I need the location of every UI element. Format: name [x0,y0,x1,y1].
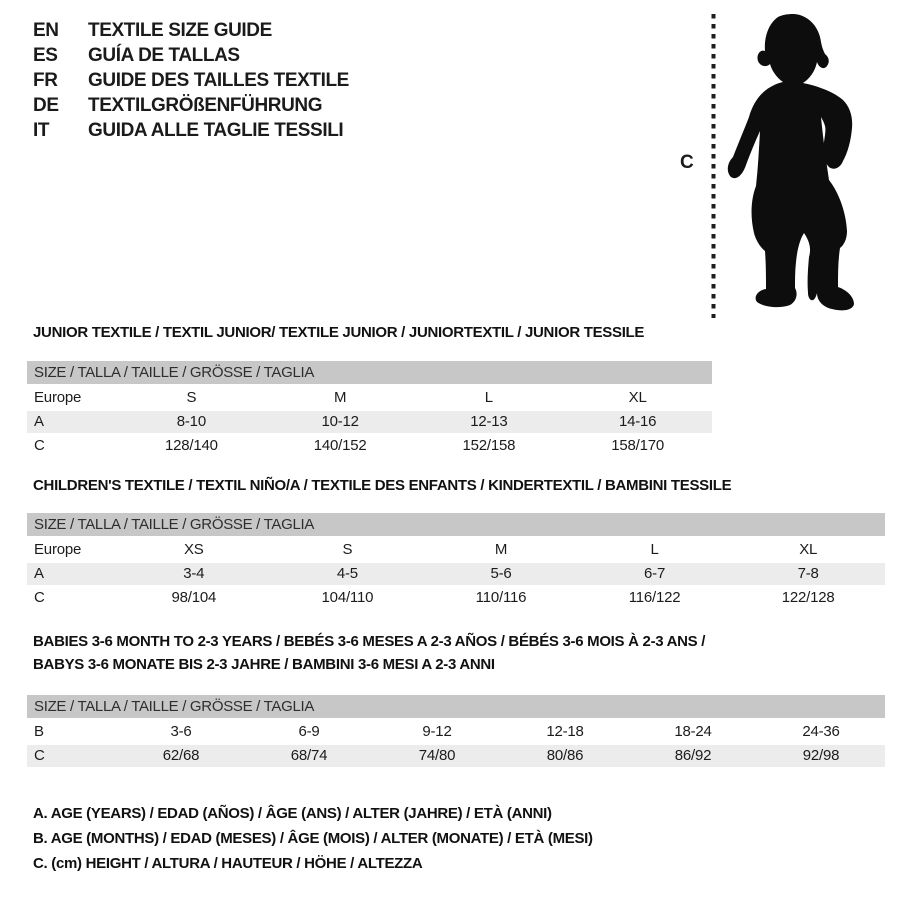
language-code: IT [33,120,50,141]
language-row [33,18,349,43]
size-table-babies [27,695,885,767]
toddler-silhouette [728,14,854,310]
row-label: Europe [34,541,82,558]
table-row-age [27,411,712,433]
table-cell: 9-12 [422,723,452,740]
table-cell: 12-13 [470,413,508,430]
section-title-children: CHILDREN'S TEXTILE / TEXTIL NIÑO/A / TEXTILE DES ENFANTS / KINDERTEXTIL / BAMBINI TESSILE [33,477,732,494]
language-title: GUIDA ALLE TAGLIE TESSILI [88,120,344,141]
table-cell: 4-5 [336,565,358,582]
toddler-silhouette-figure [700,0,900,330]
table-cell: L [650,541,659,558]
language-title: GUIDE DES TAILLES TEXTILE [88,70,349,91]
table-cell: XL [628,389,647,406]
table-row-height [27,745,885,767]
table-cell: 10-12 [321,413,359,430]
table-cell: 116/122 [628,589,681,606]
row-label: A [34,565,44,582]
section-title-babies-line2: BABYS 3-6 MONATE BIS 2-3 JAHRE / BAMBINI 3-6 MESI A 2-3 ANNI [33,656,495,673]
legend [33,801,593,876]
table-cell: 110/116 [475,589,527,606]
table-cell: 104/110 [321,589,374,606]
table-cell: M [333,389,347,406]
section-title-babies [33,630,705,676]
language-title: GUÍA DE TALLAS [88,45,240,66]
table-row-height [27,587,885,609]
table-row-europe [27,539,885,561]
table-cell: XL [799,541,818,558]
table-cell: 3-4 [183,565,205,582]
language-code: FR [33,70,58,91]
table-cell: S [342,541,353,558]
height-label-c: C [680,152,694,173]
table-row-age [27,563,885,585]
table-cell: L [484,389,493,406]
language-code: EN [33,20,59,41]
table-cell: 68/74 [290,747,328,764]
table-cell: M [494,541,508,558]
table-cell: 6-7 [644,565,666,582]
table-row-months [27,721,885,743]
section-title-junior: JUNIOR TEXTILE / TEXTIL JUNIOR/ TEXTILE JUNIOR / JUNIORTEXTIL / JUNIOR TESSILE [33,324,645,341]
row-label: Europe [34,389,82,406]
table-cell: 80/86 [546,747,584,764]
row-label: C [34,437,45,454]
language-row [33,118,349,143]
table-cell: 152/158 [462,437,516,454]
table-cell: 8-10 [176,413,206,430]
language-row [33,68,349,93]
legend-line-c: C. (cm) HEIGHT / ALTURA / HAUTEUR / HÖHE / ALTEZZA [33,855,423,872]
table-row-height [27,435,712,457]
legend-line-b: B. AGE (MONTHS) / EDAD (MESES) / ÂGE (MOIS) / ALTER (MONATE) / ETÀ (MESI) [33,830,593,847]
language-code: DE [33,95,59,116]
table-header-size: SIZE / TALLA / TAILLE / GRÖSSE / TAGLIA [27,695,885,718]
table-cell: 5-6 [490,565,512,582]
table-cell: S [186,389,197,406]
language-list [33,18,349,143]
table-header-size: SIZE / TALLA / TAILLE / GRÖSSE / TAGLIA [27,361,712,384]
table-cell: 128/140 [164,437,218,454]
table-cell: 6-9 [298,723,320,740]
legend-line-a: A. AGE (YEARS) / EDAD (AÑOS) / ÂGE (ANS) / ALTER (JAHRE) / ETÀ (ANNI) [33,805,552,822]
size-table-junior [27,361,712,457]
row-label: B [34,723,44,740]
table-cell: 3-6 [170,723,192,740]
section-title-babies-line1: BABIES 3-6 MONTH TO 2-3 YEARS / BEBÉS 3-6 MESES A 2-3 AÑOS / BÉBÉS 3-6 MOIS À 2-3 ANS / [33,633,706,650]
table-cell: 24-36 [802,723,840,740]
language-title: TEXTILGRÖßENFÜHRUNG [88,95,323,116]
row-label: A [34,413,44,430]
table-cell: 122/128 [781,589,835,606]
table-cell: 158/170 [611,437,665,454]
table-cell: 7-8 [797,565,819,582]
language-code: ES [33,45,58,66]
table-cell: 92/98 [802,747,840,764]
row-label: C [34,747,45,764]
language-row [33,43,349,68]
table-cell: 62/68 [162,747,200,764]
table-cell: 86/92 [674,747,712,764]
language-title: TEXTILE SIZE GUIDE [88,20,272,41]
table-cell: XS [183,541,204,558]
table-row-europe [27,387,712,409]
table-cell: 18-24 [674,723,712,740]
table-cell: 12-18 [546,723,584,740]
language-row [33,93,349,118]
table-cell: 140/152 [313,437,367,454]
row-label: C [34,589,45,606]
table-header-size: SIZE / TALLA / TAILLE / GRÖSSE / TAGLIA [27,513,885,536]
table-cell: 14-16 [618,413,657,430]
size-table-children [27,513,885,609]
table-cell: 74/80 [418,747,456,764]
table-cell: 98/104 [171,589,217,606]
